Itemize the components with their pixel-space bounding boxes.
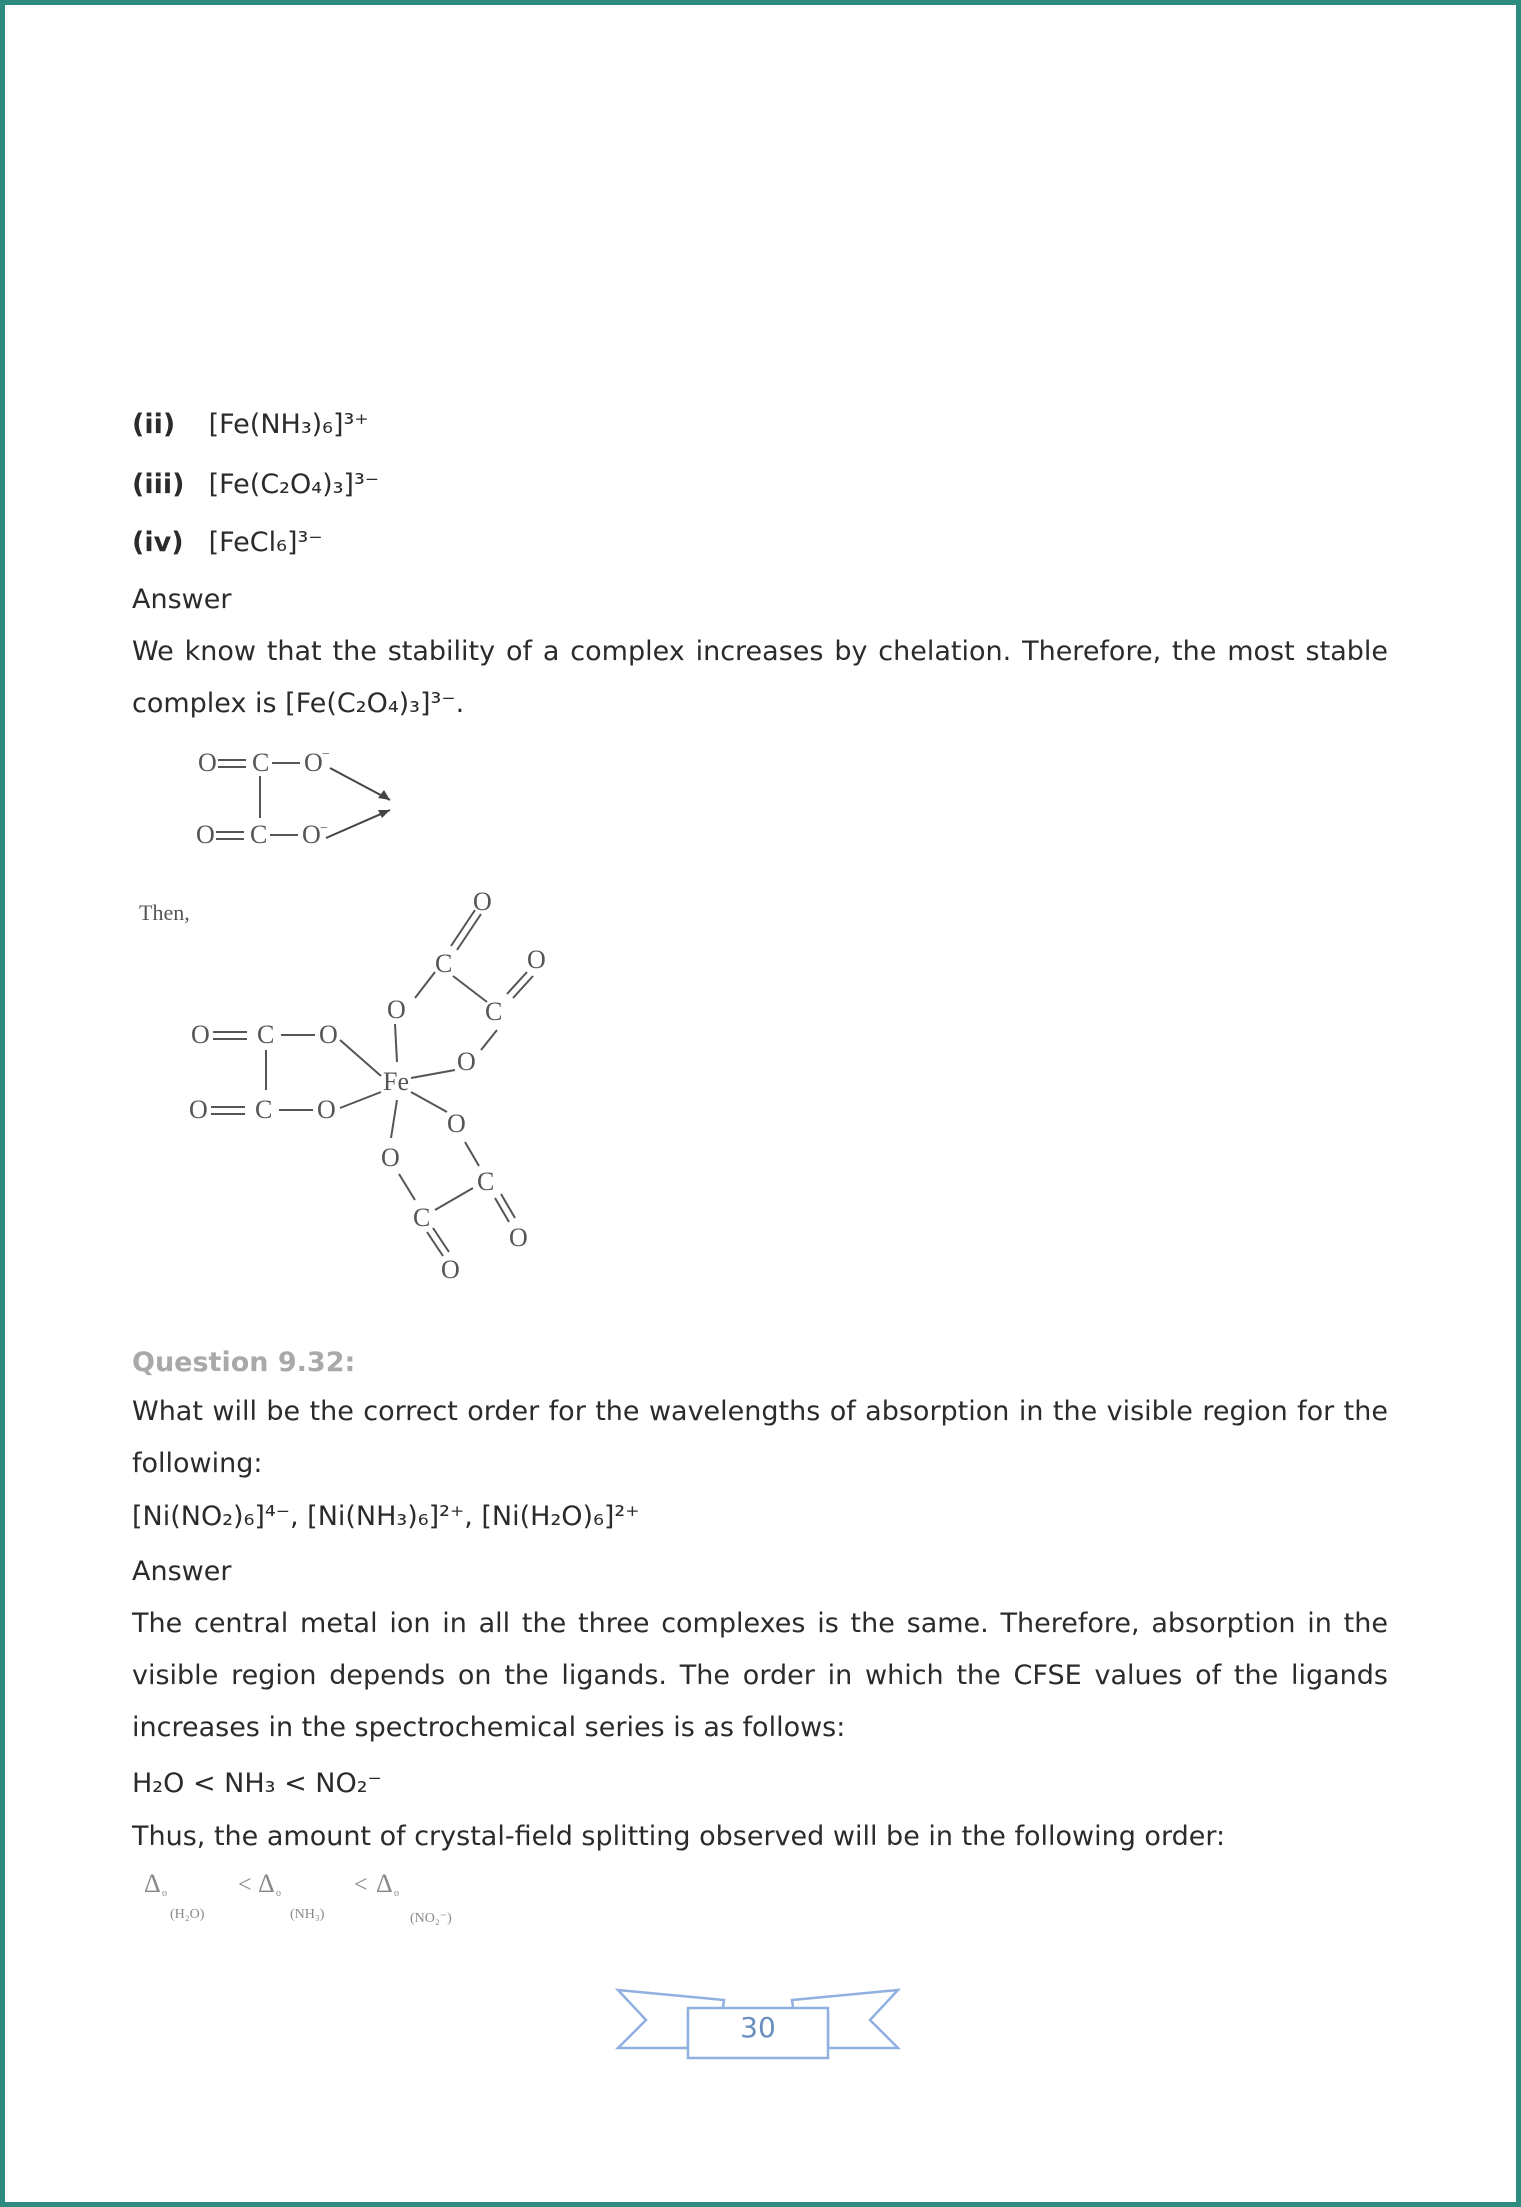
svg-text:−: − xyxy=(322,747,330,762)
list-item-label: (ii) xyxy=(132,409,176,440)
then-label: Then, xyxy=(139,900,190,925)
svg-text:O: O xyxy=(527,945,546,974)
question-body: What will be the correct order for the wavelengths of absorption in the visible region for the following: xyxy=(132,1396,1388,1479)
svg-text:C: C xyxy=(413,1203,431,1232)
svg-text:O: O xyxy=(196,820,215,849)
svg-text:O: O xyxy=(191,1020,210,1049)
svg-text:(NH₃): (NH₃) xyxy=(290,1907,325,1922)
svg-text:O: O xyxy=(189,1095,208,1124)
svg-text:o: o xyxy=(162,1888,167,1899)
svg-text:O: O xyxy=(447,1109,466,1138)
svg-text:O: O xyxy=(381,1143,400,1172)
svg-text:C: C xyxy=(255,1095,273,1124)
svg-text:C: C xyxy=(435,949,453,978)
list-item-label: (iii) xyxy=(132,469,185,500)
svg-text:o: o xyxy=(276,1888,281,1899)
svg-text:C: C xyxy=(485,997,503,1026)
answer-body: We know that the stability of a complex increases by chelation. Therefore, the most stable complex is [Fe(C₂O₄)₃]³⁻. xyxy=(132,636,1388,719)
svg-text:Δ: Δ xyxy=(376,1869,393,1898)
svg-text:(NO₂⁻): (NO₂⁻) xyxy=(410,1911,452,1926)
svg-text:O: O xyxy=(302,820,321,849)
list-item-formula: [FeCl₆]³⁻ xyxy=(208,527,323,558)
conclusion-text: Thus, the amount of crystal-field splitting observed will be in the following order: xyxy=(132,1821,1226,1852)
svg-text:C: C xyxy=(250,820,268,849)
svg-text:O: O xyxy=(198,748,217,777)
svg-text:O: O xyxy=(457,1047,476,1076)
cfse-delta-order xyxy=(140,1868,500,1928)
svg-text:C: C xyxy=(252,748,270,777)
answer-heading: Answer xyxy=(132,1556,232,1587)
svg-text:O: O xyxy=(387,995,406,1024)
svg-text:Δ: Δ xyxy=(144,1869,161,1898)
spectrochemical-series: H₂O < NH₃ < NO₂⁻ xyxy=(132,1768,382,1799)
svg-text:Fe: Fe xyxy=(383,1067,409,1096)
svg-text:(H₂O): (H₂O) xyxy=(170,1907,205,1922)
question-heading: Question 9.32: xyxy=(132,1347,356,1378)
svg-text:O: O xyxy=(441,1255,460,1280)
svg-text:C: C xyxy=(257,1020,275,1049)
question-complexes: [Ni(NO₂)₆]⁴⁻, [Ni(NH₃)₆]²⁺, [Ni(H₂O)₆]²⁺ xyxy=(132,1501,640,1532)
answer-heading: Answer xyxy=(132,584,232,615)
svg-text:O: O xyxy=(509,1223,528,1252)
svg-text:O: O xyxy=(304,748,323,777)
svg-text:C: C xyxy=(477,1167,495,1196)
list-item-formula: [Fe(NH₃)₆]³⁺ xyxy=(208,409,369,440)
list-item-iii xyxy=(132,468,379,502)
list-item-iv xyxy=(132,526,323,560)
answer-body: The central metal ion in all the three complexes is the same. Therefore, absorption in the visible region depends on the ligands. The order in which the CFSE values of the ligands increases in the spectrochemical series is as follows: xyxy=(132,1608,1388,1743)
list-item-formula: [Fe(C₂O₄)₃]³⁻ xyxy=(208,469,380,500)
svg-text:Δ: Δ xyxy=(258,1869,275,1898)
svg-text:O: O xyxy=(317,1095,336,1124)
page-number: 30 xyxy=(740,2011,776,2044)
svg-text:o: o xyxy=(394,1888,399,1899)
svg-text:<: < xyxy=(238,1872,252,1898)
trioxalatoferrate-diagram xyxy=(135,880,555,1280)
list-item-label: (iv) xyxy=(132,527,184,558)
svg-text:−: − xyxy=(320,821,328,836)
svg-text:O: O xyxy=(319,1020,338,1049)
list-item-ii xyxy=(132,408,369,442)
svg-text:<: < xyxy=(354,1872,368,1898)
oxalate-diagram xyxy=(190,740,410,860)
svg-text:O: O xyxy=(473,887,492,916)
